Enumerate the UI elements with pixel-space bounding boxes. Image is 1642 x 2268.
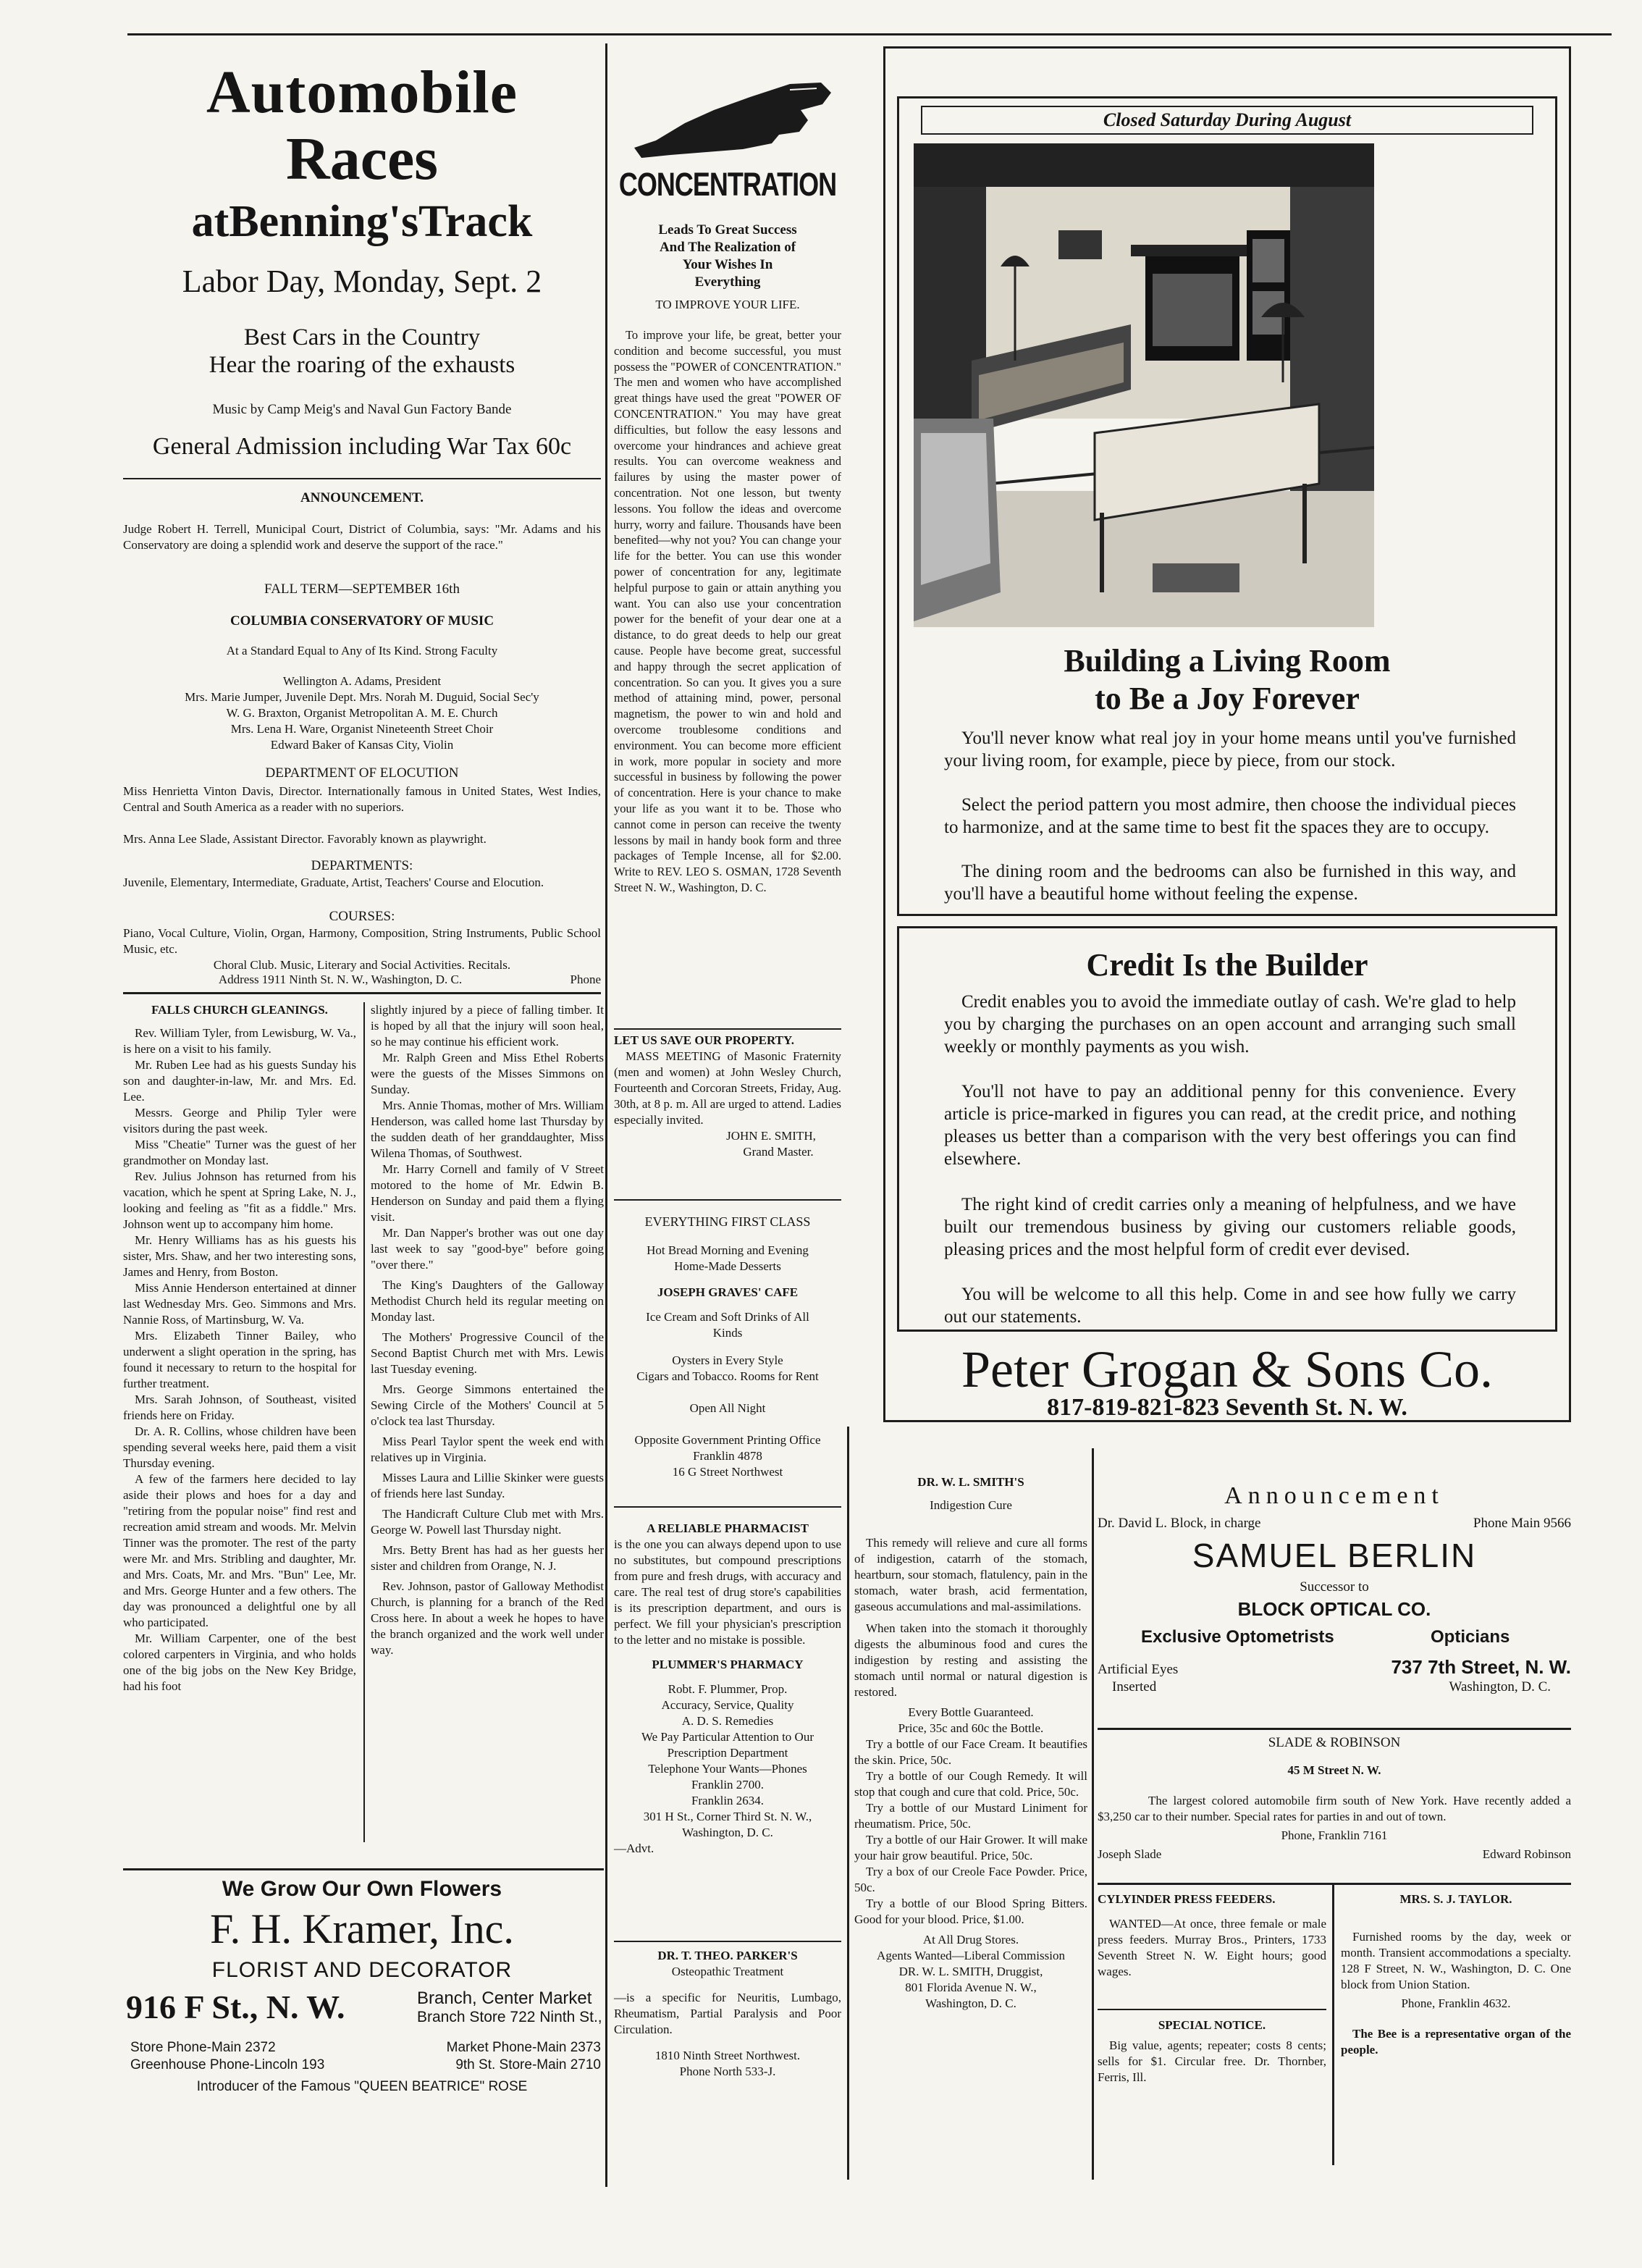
kramer-ninth-phone: 9th St. Store-Main 2710 xyxy=(455,2057,601,2072)
smith-name: DR. W. L. SMITH'S xyxy=(917,1475,1024,1489)
conservatory-heading: ANNOUNCEMENT. xyxy=(300,490,424,505)
ad-title-line1: Automobile xyxy=(206,59,518,126)
taylor-heading: MRS. S. J. TAYLOR. xyxy=(1399,1892,1512,1906)
smith-indigestion-ad xyxy=(854,1474,1087,2184)
berlin-city: Washington, D. C. xyxy=(1449,1679,1551,1694)
plummer-line: Prescription Department xyxy=(667,1746,788,1760)
concentration-sub4: Everything xyxy=(694,274,761,290)
falls-church-gleanings xyxy=(123,1002,604,1864)
falls-item: Mr. Henry Williams has as his guests his sister, Mrs. Shaw, and her two interesting sons, James and Henry, from Boston. xyxy=(123,1233,356,1279)
kramer-florist: FLORIST AND DECORATOR xyxy=(211,1958,513,1982)
falls-item: A few of the farmers here decided to lay aside their plows and hoes for a day and "retiring from the popular noise" find rest and recreation amid stream and woods. Mr. Melvin Tinner was the promoter. The rest of the party were Mr. and Mrs. Stribling and daughter, Mr. and Mrs. Coats, Mr. and Mrs. "Bun" Lee, Mr. and Mrs. George Hunter and a few others. The day was pronounced a delightful one by all who participated. xyxy=(123,1472,356,1629)
falls-item: Mr. Harry Cornell and family of V Street motored to the home of Mr. Edwin B. Henderson on Sunday and paid them a flying visit. xyxy=(371,1162,604,1224)
falls-item: Rev. Johnson, pastor of Galloway Methodist Church, is planning for a branch of the Red Cross here. In about a week he hopes to have the branch organized and the work well under way. xyxy=(371,1579,604,1657)
berlin-charge: Dr. David L. Block, in charge xyxy=(1098,1516,1261,1531)
falls-item: Misses Laura and Lillie Skinker were guests of friends here last Sunday. xyxy=(371,1471,604,1500)
press-feeders-ad xyxy=(1098,1891,1326,2007)
clubs-text: Choral Club. Music, Literary and Social Activities. Recitals. xyxy=(213,958,511,972)
taylor-bee: The Bee is a representative organ of the people. xyxy=(1341,2027,1571,2057)
graves-everything: EVERYTHING FIRST CLASS xyxy=(644,1214,811,1229)
elocution-assistant: Mrs. Anna Lee Slade, Assistant Director. Favorably known as playwright. xyxy=(123,832,487,846)
conservatory-quote: Judge Robert H. Terrell, Municipal Court, District of Columbia, says: "Mr. Adams and his Conservatory are doing a splendid work and deserve the support of the race." xyxy=(123,522,601,552)
concentration-ad xyxy=(614,58,841,999)
plummer-line: Accuracy, Service, Quality xyxy=(661,1698,794,1712)
property-sig1: JOHN E. SMITH, xyxy=(726,1129,816,1143)
berlin-eyes2: Inserted xyxy=(1112,1679,1157,1694)
ad-music: Music by Camp Meig's and Naval Gun Factory Bande xyxy=(212,402,512,417)
kramer-branch1: Branch, Center Market xyxy=(417,1988,592,2008)
plummer-line: A. D. S. Remedies xyxy=(681,1714,774,1728)
plummer-heading: A RELIABLE PHARMACIST xyxy=(647,1521,809,1535)
berlin-successor: Successor to xyxy=(1300,1579,1369,1595)
berlin-phone: Phone Main 9566 xyxy=(1473,1516,1571,1531)
falls-col-1 xyxy=(123,1002,356,1694)
plummer-advt: —Advt. xyxy=(614,1841,654,1855)
pointing-hand-icon xyxy=(627,68,837,162)
parker-name: DR. T. THEO. PARKER'S xyxy=(657,1949,798,1962)
graves-street: 16 G Street Northwest xyxy=(672,1465,783,1479)
falls-item: Rev. William Tyler, from Lewisburg, W. Va., is here on a visit to his family. xyxy=(123,1026,356,1056)
parker-osteopathic-ad xyxy=(614,1948,841,2093)
falls-item: Mr. Ruben Lee had as his guests Sunday his son and daughter-in-law, Mr. and Mrs. Ed. Lee. xyxy=(123,1058,356,1104)
berlin-block: BLOCK OPTICAL CO. xyxy=(1237,1598,1431,1620)
property-separator xyxy=(614,1199,841,1201)
courses-heading: COURSES: xyxy=(329,909,395,924)
grogan-furniture-ad xyxy=(883,46,1571,1422)
graves-cigars: Cigars and Tobacco. Rooms for Rent xyxy=(636,1369,819,1383)
smith-para1: This remedy will relieve and cure all forms of indigestion, catarrh of the stomach, heartburn, sour stomach, flatulency, pain in the stomach, water brash, acid fermentation, gaseous accumulations and mal-assimilations. xyxy=(854,1536,1087,1613)
kramer-branch2: Branch Store 722 Ninth St., xyxy=(417,2009,602,2025)
parker-phone: Phone North 533-J. xyxy=(679,2065,776,2078)
ad-separator xyxy=(123,478,601,479)
plummer-line: Franklin 2634. xyxy=(691,1794,765,1807)
slade-street: 45 M Street N. W. xyxy=(1287,1763,1381,1777)
plummer-name: PLUMMER'S PHARMACY xyxy=(652,1658,804,1671)
graves-separator xyxy=(614,1506,841,1508)
graves-open: Open All Night xyxy=(689,1401,766,1415)
graves-name: JOSEPH GRAVES' CAFE xyxy=(657,1285,799,1299)
feeders-separator xyxy=(1098,2009,1326,2010)
falls-item: Dr. A. R. Collins, whose children have been spending several weeks here, paid them a visit Thursday evening. xyxy=(123,1424,356,1470)
berlin-eyes1: Artificial Eyes xyxy=(1098,1662,1179,1677)
concentration-title: CONCENTRATION xyxy=(618,165,837,203)
parker-body: —is a specific for Neuritis, Lumbago, Rheumatism, Partial Paralysis and Poor Circulation. xyxy=(614,1991,841,2036)
special-heading: SPECIAL NOTICE. xyxy=(1158,2018,1266,2032)
feeders-heading: CYLYINDER PRESS FEEDERS. xyxy=(1098,1892,1276,1906)
smith-sig1: DR. W. L. SMITH, Druggist, xyxy=(898,1965,1043,1978)
berlin-optical-ad xyxy=(1098,1482,1571,1728)
slade-phone: Phone, Franklin 7161 xyxy=(1281,1828,1388,1842)
smith-sig3: Washington, D. C. xyxy=(925,1996,1016,2010)
auto-races-ad xyxy=(123,58,601,478)
grogan-para3: The dining room and the bedrooms can also be furnished in this way, and you'll have a beautiful home without feeling the expense. xyxy=(944,862,1516,904)
ad-admission: General Admission including War Tax 60c xyxy=(152,433,572,460)
parker-address: 1810 Ninth Street Northwest. xyxy=(654,2049,801,2062)
falls-col-2 xyxy=(371,1002,604,1658)
smith-sig2: 801 Florida Avenue N. W., xyxy=(905,1981,1037,1994)
special-notice-ad xyxy=(1098,2017,1326,2104)
grogan-inner-credit xyxy=(897,926,1557,1332)
courses-text: Piano, Vocal Culture, Violin, Organ, Harmony, Composition, String Instruments, Public School Music, etc. xyxy=(123,926,601,956)
concentration-separator xyxy=(614,1028,841,1030)
falls-separator xyxy=(123,1868,604,1870)
taylor-rooms-ad xyxy=(1341,1891,1571,2152)
graves-oysters: Oysters in Every Style xyxy=(672,1353,783,1367)
save-property-notice xyxy=(614,1033,841,1199)
kramer-florist-ad xyxy=(123,1876,601,2114)
credit-para4: You will be welcome to all this help. Come in and see how fully we carry out our statements. xyxy=(944,1285,1516,1327)
ad-title-line2: Races xyxy=(286,125,438,193)
berlin-street: 737 7th Street, N. W. xyxy=(1391,1656,1571,1678)
property-sig2: Grand Master. xyxy=(743,1145,814,1159)
grogan-headline1: Building a Living Room xyxy=(1064,643,1391,679)
berlin-opticians: Opticians xyxy=(1431,1627,1510,1647)
elocution-heading: DEPARTMENT OF ELOCUTION xyxy=(265,765,459,781)
concentration-improve: TO IMPROVE YOUR LIFE. xyxy=(655,298,800,311)
smith-para2: When taken into the stomach it thoroughly digests the albuminous food and cures the indigestion by resting and assisting the stomach until normal or natural digestion is restored. xyxy=(854,1621,1087,1699)
smith-try: Try a bottle of our Blood Spring Bitters. Good for your blood. Price, $1.00. xyxy=(854,1897,1087,1926)
taylor-phone: Phone, Franklin 4632. xyxy=(1401,1996,1511,2010)
smith-sub: Indigestion Cure xyxy=(930,1498,1012,1512)
feeders-body: WANTED—At once, three female or male press feeders. Murray Bros., Printers, 1733 Seventh Street N. W. Eight hours; good wages. xyxy=(1098,1917,1326,1978)
falls-item: Miss Pearl Taylor spent the week end with relatives up in Virginia. xyxy=(371,1435,604,1464)
plummer-line: Telephone Your Wants—Phones xyxy=(648,1762,807,1776)
falls-col-divider xyxy=(363,1002,365,1842)
plummer-line: Franklin 2700. xyxy=(691,1778,765,1792)
conservatory-term: FALL TERM—SEPTEMBER 16th xyxy=(264,581,460,597)
grogan-para1: You'll never know what real joy in your home means until you've furnished your living room, for example, piece by piece, from our stock. xyxy=(944,728,1516,770)
departments-heading: DEPARTMENTS: xyxy=(311,858,413,873)
grogan-headline2: to Be a Joy Forever xyxy=(1095,681,1360,716)
conservatory-name: COLUMBIA CONSERVATORY OF MUSIC xyxy=(230,613,494,629)
falls-item: Mrs. Elizabeth Tinner Bailey, who underwent a slight operation in the spring, has found it necessary to return to the hospital for further treatment. xyxy=(123,1329,356,1390)
concentration-body: To improve your life, be great, better your condition and become successful, you must possess the "POWER of CONCENTRATION." The men and women who have accomplished great things have used the great "POWER OF CONCENTRATION." You may have great difficulties, but follow the easy lessons and overcome your hindrances and achieve great results. You can overcome weakness and failures by using the master power of concentration. Not one lesson, but twenty lessons. You follow the ideas and overcome hurry, worry and failure. Thousands have been benefited—why not you? You can change your life for the better. You can use this wonder power of concentration for any, legitimate helpful purpose to gain or attain anything you want. You can also use your concentration power for the benefit of your dear one at a distance, to do great deeds to help our great cause. People have become great, successful and happy through the secret application of concentration. So can you. It gives you a sure method of attaining mind, power, personal magnetism, the power to win and hold and overcome troublesome conditions and environment. You can become more efficient in work, more popular in society and more successful in business by following the power of concentration. Here is your chance to make your life as you want it to be. Those who cannot come in person can receive the twenty lessons by mail in handy book form and three packages of Temple Incense, all for $2.00. Write to REV. LEO S. OSMAN, 1728 Seventh Street N. W., Washington, D. C. xyxy=(614,328,841,894)
slade-left-name: Joseph Slade xyxy=(1098,1847,1162,1861)
falls-item: Mrs. Betty Brent has had as her guests her sister and children from Orange, N. J. xyxy=(371,1543,604,1573)
grogan-inner-top xyxy=(897,96,1557,916)
plummer-separator xyxy=(614,1941,841,1942)
smith-try: Try a bottle of our Face Cream. It beautifies the skin. Price, 50c. xyxy=(854,1737,1087,1767)
falls-item: Mr. Ralph Green and Miss Ethel Roberts were the guests of the Misses Simmons on Sunday. xyxy=(371,1051,604,1096)
elocution-director: Miss Henrietta Vinton Davis, Director. Internationally famous in United States, West Indies, Central and South America as a reader with no superiors. xyxy=(123,784,601,814)
falls-item: Rev. Julius Johnson has returned from his vacation, which he spent at Spring Lake, N. J., looking and feeling as "fit as a fiddle." Mrs. Johnson went up to accompany him home. xyxy=(123,1169,356,1231)
concentration-sub1: Leads To Great Success xyxy=(658,222,797,238)
bottom-right-divider xyxy=(1332,1883,1334,2165)
falls-item: Messrs. George and Philip Tyler were visitors during the past week. xyxy=(123,1106,356,1135)
smith-try: Try a bottle of our Mustard Liniment for rheumatism. Price, 50c. xyxy=(854,1801,1087,1831)
berlin-optometrists: Exclusive Optometrists xyxy=(1141,1627,1334,1647)
conservatory-phone: Phone xyxy=(570,973,601,986)
closed-august: Closed Saturday During August xyxy=(921,106,1533,135)
kramer-name: F. H. Kramer, Inc. xyxy=(210,1905,514,1952)
graves-hot: Hot Bread Morning and Evening xyxy=(647,1243,809,1257)
slade-robinson-ad xyxy=(1098,1735,1571,1880)
concentration-sub2: And The Realization of xyxy=(659,240,796,255)
faculty-line: Edward Baker of Kansas City, Violin xyxy=(270,738,454,752)
column-rule-3 xyxy=(1092,1448,1094,2180)
property-heading: LET US SAVE OUR PROPERTY. xyxy=(614,1033,794,1047)
ad-title-line3: atBenning'sTrack xyxy=(191,197,533,246)
smith-price: Price, 35c and 60c the Bottle. xyxy=(898,1721,1044,1735)
smith-try: Try a bottle of our Hair Grower. It will make your hair grow beautiful. Price, 50c. xyxy=(854,1833,1087,1862)
kramer-address: 916 F St., N. W. xyxy=(126,1988,345,2025)
falls-item: Mr. Dan Napper's brother was out one day last week to say "good-bye" before going "over there." xyxy=(371,1226,604,1272)
conservatory-announcement xyxy=(123,490,601,986)
conservatory-standard: At a Standard Equal to Any of Its Kind. Strong Faculty xyxy=(226,644,498,658)
taylor-body: Furnished rooms by the day, week or month. Transient accommodations a specialty. 128 F Street, N. W., Washington, D. C. One block from Union Station. xyxy=(1341,1930,1571,1991)
conservatory-separator xyxy=(123,992,601,994)
falls-heading: FALLS CHURCH GLEANINGS. xyxy=(151,1003,328,1017)
faculty-line: Mrs. Lena H. Ware, Organist Nineteenth Street Choir xyxy=(230,722,494,736)
column-rule-1 xyxy=(605,43,607,2187)
property-body: MASS MEETING of Masonic Fraternity (men and women) at John Wesley Church, Fourteenth and Corcoran Streets, Friday, Aug. 30th, at 8 p. m. All are urged to attend. Ladies especially invited. xyxy=(614,1049,841,1127)
plummer-line: Robt. F. Plummer, Prop. xyxy=(668,1682,788,1696)
plummer-line: 301 H St., Corner Third St. N. W., xyxy=(643,1810,812,1823)
grogan-name: Peter Grogan & Sons Co. xyxy=(961,1340,1493,1398)
smith-stores: At All Drug Stores. xyxy=(922,1933,1019,1946)
berlin-separator xyxy=(1098,1728,1571,1730)
plummer-pharmacy-ad xyxy=(614,1521,841,1941)
graves-cafe-ad xyxy=(614,1214,841,1503)
kramer-intro: Introducer of the Famous "QUEEN BEATRICE" ROSE xyxy=(196,2079,528,2094)
falls-item: Miss "Cheatie" Turner was the guest of her grandmother on Monday last. xyxy=(123,1138,356,1167)
faculty-line: W. G. Braxton, Organist Metropolitan A. M. E. Church xyxy=(226,706,498,720)
credit-para2: You'll not have to pay an additional penny for this convenience. Every article is price-marked in figures you can read, at the credit price, and nothing pleases us better than a comparison with the very best offerings you can find elsewhere. xyxy=(944,1082,1516,1169)
plummer-line: Washington, D. C. xyxy=(682,1826,773,1839)
ad-date: Labor Day, Monday, Sept. 2 xyxy=(182,264,542,299)
slade-names xyxy=(1098,1847,1571,1862)
graves-opposite: Opposite Government Printing Office xyxy=(634,1433,821,1447)
falls-item: Mrs. Annie Thomas, mother of Mrs. William Henderson, was called home last Thursday by the sudden death of her granddaughter, Miss Wilena Thomas, of Southwest. xyxy=(371,1099,604,1160)
falls-item: Mrs. George Simmons entertained the Sewing Circle of the Mothers' Council at 5 o'clock tea last Thursday. xyxy=(371,1382,604,1428)
smith-try: Try a bottle of our Cough Remedy. It will stop that cough and cure that cold. Price, 50c. xyxy=(854,1769,1087,1799)
falls-item: The King's Daughters of the Galloway Methodist Church held its regular meeting on Monday last. xyxy=(371,1278,604,1324)
grogan-para2: Select the period pattern you most admire, then choose the individual pieces to harmonize, and at the same time to best fit the spaces they are to occupy. xyxy=(944,795,1516,837)
top-rule xyxy=(127,33,1612,35)
falls-item: The Handicraft Culture Club met with Mrs. George W. Powell last Thursday night. xyxy=(371,1507,604,1537)
falls-item: Miss Annie Henderson entertained at dinner last Wednesday Mrs. Geo. Simmons and Mrs. Nannie Ross, of Martinsburg, W. Va. xyxy=(123,1281,356,1327)
kramer-grow: We Grow Our Own Flowers xyxy=(222,1877,502,1901)
kramer-market-phone: Market Phone-Main 2373 xyxy=(446,2040,601,2055)
special-body: Big value, agents; repeater; costs 8 cents; sells for $1. Circular free. Dr. Thornber, Ferris, Ill. xyxy=(1098,2038,1326,2084)
falls-item: slightly injured by a piece of falling timber. It is hoped by all that the injury will soon heal, so he may continue his efficient work. xyxy=(371,1003,604,1049)
graves-ice: Ice Cream and Soft Drinks of All Kinds xyxy=(646,1310,809,1340)
faculty-line: Wellington A. Adams, President xyxy=(282,674,442,688)
credit-para3: The right kind of credit carries only a meaning of helpfulness, and we have built our tremendous business by giving our customers reliable goods, pleasing prices and the most helpful form of credit ever devised. xyxy=(944,1195,1516,1259)
grogan-address: 817-819-821-823 Seventh St. N. W. xyxy=(1047,1394,1407,1421)
berlin-name: SAMUEL BERLIN xyxy=(1192,1537,1477,1574)
credit-heading: Credit Is the Builder xyxy=(1086,947,1368,983)
faculty-line: Mrs. Marie Jumper, Juvenile Dept. Mrs. Norah M. Duguid, Social Sec'y xyxy=(185,690,539,704)
conservatory-address: Address 1911 Ninth St. N. W., Washington, D. C. xyxy=(218,973,463,986)
kramer-store-phone: Store Phone-Main 2372 xyxy=(130,2040,276,2055)
column-rule-2 xyxy=(847,1427,849,2180)
smith-agents: Agents Wanted—Liberal Commission xyxy=(877,1949,1065,1962)
slade-name: SLADE & ROBINSON xyxy=(1268,1735,1401,1750)
falls-item: Mr. William Carpenter, one of the best colored carpenters in Virginia, and who holds one of the big jobs on the New Key Bridge, had his foot xyxy=(123,1631,356,1693)
living-room-illustration xyxy=(914,143,1374,627)
falls-item: Mrs. Sarah Johnson, of Southeast, visited friends here on Friday. xyxy=(123,1393,356,1422)
berlin-announcement: Announcement xyxy=(1224,1482,1444,1509)
slade-separator xyxy=(1098,1883,1571,1885)
smith-try: Try a box of our Creole Face Powder. Price, 50c. xyxy=(854,1865,1087,1894)
slade-right-name: Edward Robinson xyxy=(1482,1847,1571,1861)
plummer-body: is the one you can always depend upon to use no substitutes, but compound prescriptions from pure and fresh drugs, with accuracy and care. The real test of drug store's capabilities is its prescription department, and ours is perfect. We fill your physician's prescription to the letter and no mistake is possible. xyxy=(614,1537,841,1647)
plummer-line: We Pay Particular Attention to Our xyxy=(641,1730,814,1744)
ad-sub2: Hear the roaring of the exhausts xyxy=(209,352,515,378)
departments-text: Juvenile, Elementary, Intermediate, Graduate, Artist, Teachers' Course and Elocution. xyxy=(123,875,544,889)
credit-para1: Credit enables you to avoid the immediate outlay of cash. We're glad to help you by charging the purchases on an open account and arranging such small weekly or monthly payments as you wish. xyxy=(944,992,1516,1057)
graves-desserts: Home-Made Desserts xyxy=(674,1259,781,1273)
ad-sub1: Best Cars in the Country xyxy=(243,324,481,350)
smith-guaranteed: Every Bottle Guaranteed. xyxy=(908,1705,1034,1719)
parker-sub: Osteopathic Treatment xyxy=(671,1965,784,1978)
kramer-greenhouse-phone: Greenhouse Phone-Lincoln 193 xyxy=(130,2057,325,2072)
graves-franklin: Franklin 4878 xyxy=(693,1449,762,1463)
falls-item: The Mothers' Progressive Council of the Second Baptist Church met with Mrs. Lewis last Tuesday evening. xyxy=(371,1330,604,1376)
slade-body: The largest colored automobile firm south of New York. Have recently added a $3,250 car to their number. Special rates for parties in and out of town. xyxy=(1098,1794,1571,1823)
concentration-sub3: Your Wishes In xyxy=(682,257,773,272)
